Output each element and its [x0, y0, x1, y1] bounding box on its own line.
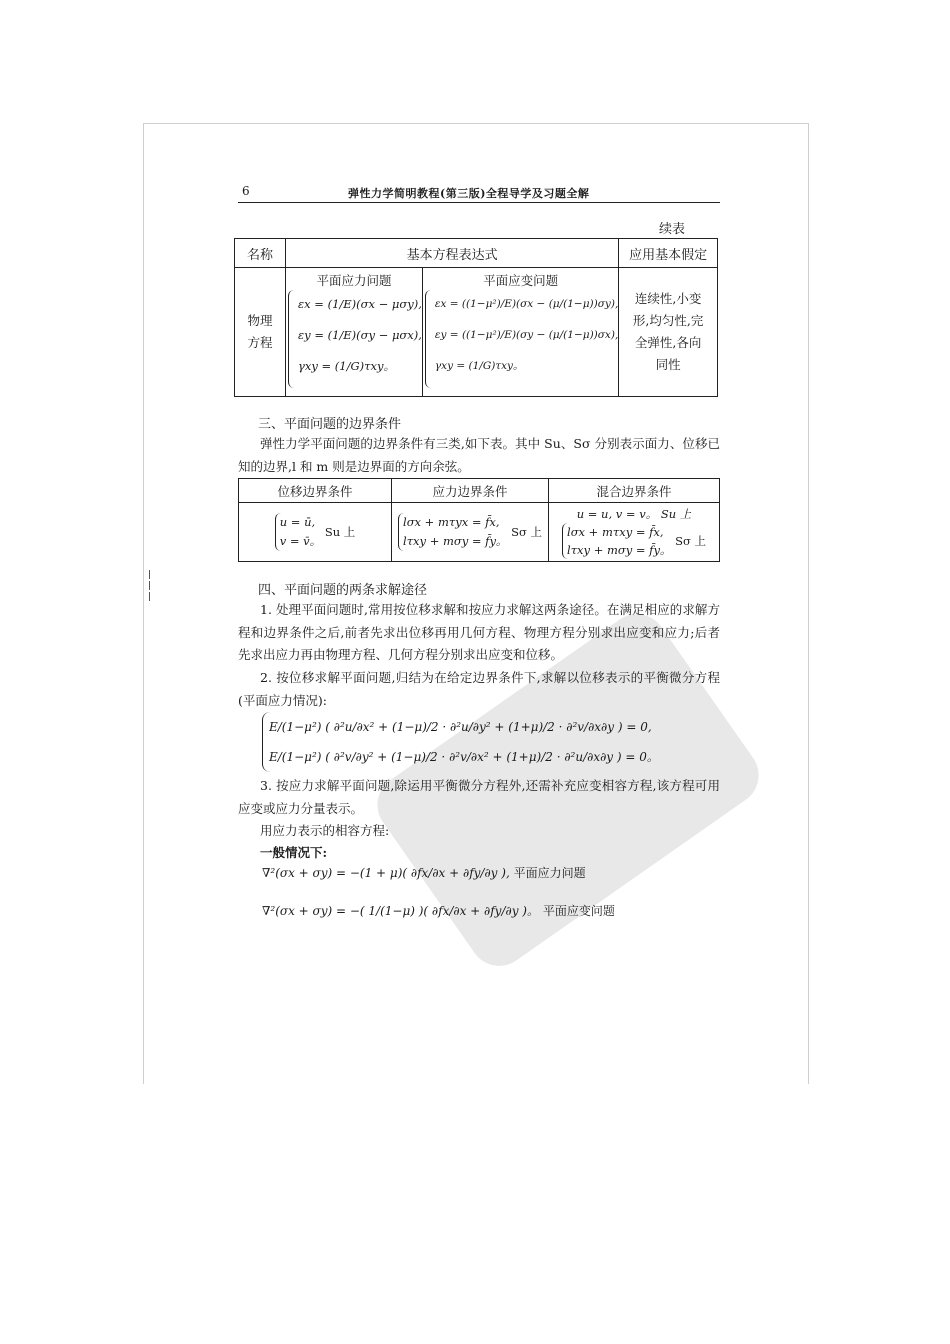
stress-cell	[392, 503, 549, 562]
table-header: 基本方程表达式	[286, 239, 619, 268]
equation: γxy = (1/G)τxy。	[434, 360, 524, 372]
physical-equations-table	[234, 238, 718, 397]
assumptions-text: 连续性,小变形,均匀性,完全弹性,各向同性	[632, 291, 704, 372]
equation: ∇²(σx + σy) = −(1 + μ)( ∂fx/∂x + ∂fy/∂y ),	[262, 866, 510, 880]
equation: lτxy + mσy = f̄y。	[567, 543, 672, 557]
table-header: 应用基本假定	[619, 239, 718, 268]
equation: ∇²(σx + σy) = −( 1/(1−μ) )( ∂fx/∂x + ∂fy/∂y )。	[262, 904, 539, 918]
column-subheader: 平面应力问题	[316, 273, 392, 288]
paragraph: 用应力表示的相容方程:	[260, 823, 390, 838]
table-header: 应力边界条件	[392, 479, 549, 503]
paragraph: 弹性力学平面问题的边界条件有三类,如下表。其中 Su、Sσ 分别表示面力、位移已知的边界,l 和 m 则是边界面的方向余弦。	[238, 436, 720, 474]
displacement-cell	[239, 503, 392, 562]
equation: u = ū,	[279, 515, 316, 529]
equation: εy = ((1−μ²)/E)(σy − (μ/(1−μ))σx),	[434, 329, 619, 341]
page-number: 6	[242, 184, 250, 198]
margin-marks	[146, 568, 152, 608]
section-heading: 三、平面问题的边界条件	[258, 417, 402, 432]
row-label: 物理方程	[235, 268, 286, 397]
plane-strain-column	[423, 268, 618, 396]
compatibility-equation	[262, 902, 615, 919]
equation: εy = (1/E)(σy − μσx),	[298, 328, 422, 342]
boundary-label: Sσ 上	[511, 525, 542, 539]
table-header: 混合边界条件	[549, 479, 720, 503]
equation: u = u, v = v。 Su 上	[576, 507, 692, 521]
running-header	[238, 180, 720, 203]
table-header: 名称	[235, 239, 286, 268]
mixed-cell	[549, 503, 720, 562]
plane-stress-column	[286, 268, 423, 396]
table-header: 位移边界条件	[239, 479, 392, 503]
assumptions-cell	[619, 268, 718, 397]
paragraph: 2. 按位移求解平面问题,归结为在给定边界条件下,求解以位移表示的平衡微分方程(平面应力情况):	[238, 670, 720, 708]
equation-cell	[286, 268, 619, 397]
equation: v = v̄。	[279, 534, 322, 548]
section-heading: 四、平面问题的两条求解途径	[258, 583, 428, 598]
equation: εx = (1/E)(σx − μσy),	[298, 297, 422, 311]
paragraph: 3. 按应力求解平面问题,除运用平衡微分方程外,还需补充应变相容方程,该方程可用应变或应力分量表示。	[238, 778, 720, 816]
equation-note: 平面应变问题	[542, 904, 615, 918]
equation: E/(1−μ²) ( ∂²v/∂y² + (1−μ)/2 · ∂²v/∂x² + (1+μ)/2 · ∂²u/∂x∂y ) = 0。	[269, 750, 659, 764]
boundary-label: Sσ 上	[675, 534, 706, 548]
running-title: 弹性力学简明教程(第三版)全程导学及习题全解	[348, 187, 590, 200]
boundary-label: Su 上	[324, 525, 356, 539]
equilibrium-equations	[262, 712, 659, 772]
equation: lτxy + mσy = f̄y。	[403, 534, 508, 548]
equation-note: 平面应力问题	[513, 866, 586, 880]
column-subheader: 平面应变问题	[483, 273, 559, 288]
equation: εx = ((1−μ²)/E)(σx − (μ/(1−μ))σy),	[434, 298, 619, 310]
brace	[425, 290, 432, 388]
equation: γxy = (1/G)τxy。	[298, 359, 395, 373]
continued-label: 续表	[659, 222, 686, 237]
paragraph: 一般情况下:	[260, 845, 328, 860]
boundary-conditions-table	[238, 478, 720, 562]
compatibility-equation	[262, 864, 586, 881]
equation: lσx + mτyx = f̄x,	[403, 515, 500, 529]
brace	[288, 290, 295, 388]
equation: E/(1−μ²) ( ∂²u/∂x² + (1−μ)/2 · ∂²u/∂y² + (1+μ)/2 · ∂²v/∂x∂y ) = 0,	[269, 720, 652, 734]
equation: lσx + mτxy = f̄x,	[567, 525, 664, 539]
paragraph: 1. 处理平面问题时,常用按位移求解和按应力求解这两条途径。在满足相应的求解方程和边界条件之后,前者先求出位移再用几何方程、物理方程分别求出应变和应力;后者先求出应力再由物理方程、几何方程分别求出应变和位移。	[238, 602, 720, 662]
